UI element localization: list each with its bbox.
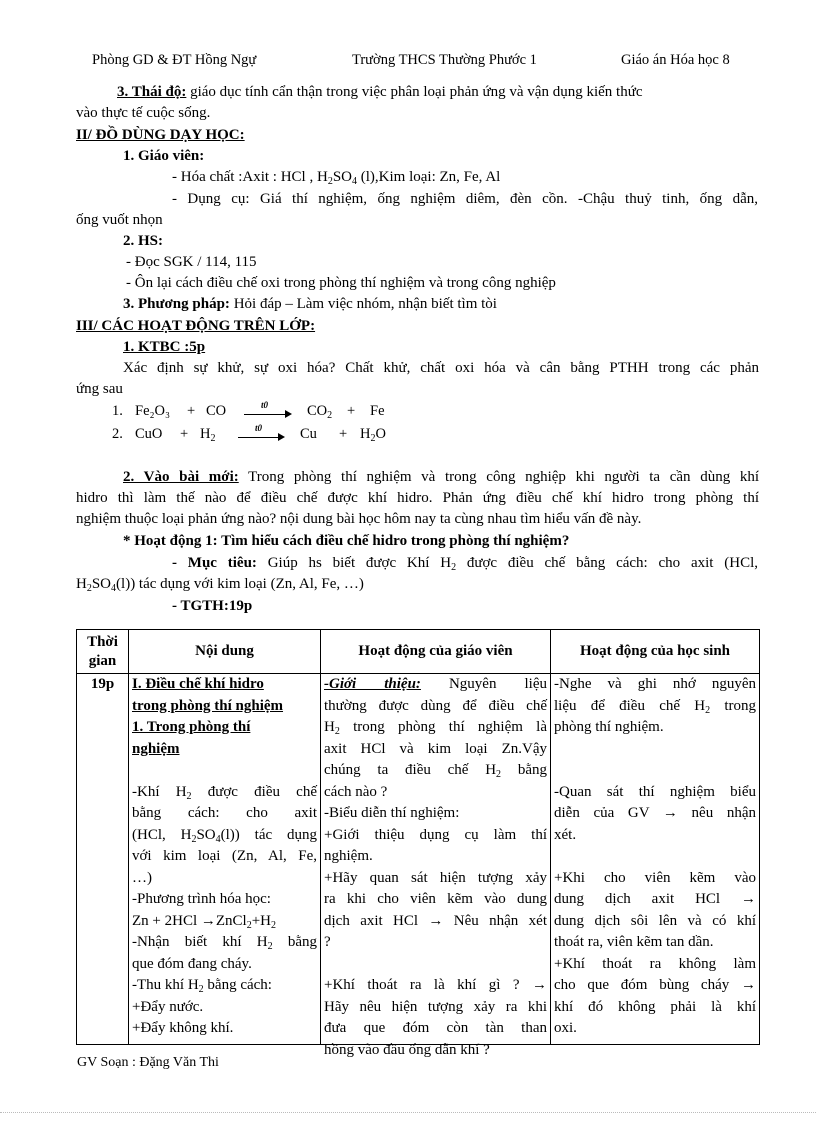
content-title-3: 1. Trong phòng thí [132, 719, 251, 735]
teacher-t3b: trong phòng thí nghiệm là [339, 719, 547, 735]
tools-line: - Dụng cụ: Giá thí nghiệm, ống nghiệm diêm, đèn cồn. -Chậu thuỷ tinh, ống dẫn, [172, 191, 758, 207]
page-divider [0, 1112, 816, 1113]
eq2-arrow-icon [238, 437, 283, 438]
row-time-text: 19p [90, 676, 115, 692]
header-school-office: Phòng GD & ĐT Hồng Ngự [92, 52, 257, 68]
row-student [551, 674, 760, 1045]
goal-text-1b: được điều chế bằng cách: cho axit (HCl, [456, 555, 759, 571]
student-s4: -Quan sát thí nghiệm biểu [554, 783, 756, 800]
teacher-t5a: chúng ta điều chế H [324, 762, 497, 778]
header-subject: Giáo án Hóa học 8 [621, 52, 730, 68]
content-p10: -Thu khí $H_2$ bằng cách: [132, 977, 272, 995]
eq1-product-2: Fe [370, 403, 385, 419]
eq2-reactant-2: $H_2$ [200, 426, 216, 444]
eq1-reactant-1: Fe₂O₃ [135, 403, 171, 419]
content-p7a: Zn + 2HCl →ZnCl [132, 912, 247, 929]
content-title-1: I. Điều chế khí hidro [132, 676, 264, 692]
content-p3a: (HCl, H [132, 826, 192, 843]
teacher-t5: chúng ta điều chế $H_2$ bằng [324, 762, 547, 780]
goal-text-1a: Giúp hs biết được Khí H [267, 555, 452, 571]
teacher-intro-label: -Giới thiệu: [324, 676, 421, 692]
student-s5: diễn của GV → nêu nhận [554, 805, 756, 821]
header-content: Nội dung [129, 630, 321, 674]
eq2-condition: t0 [255, 423, 263, 433]
teacher-t6: cách nào ? [324, 783, 388, 800]
intro-text-1: Trong phòng thí nghiệm và trong công nghiệp khi người ta cần dùng khí [248, 469, 760, 485]
student-s1: -Nghe và ghi nhớ nguyên [554, 676, 756, 692]
method-text: Hỏi đáp – Làm việc nhóm, nhận biết tìm tòi [233, 296, 497, 312]
content-p8a: -Nhận biết khí H [132, 934, 268, 950]
section3-title: III/ CÁC HOẠT ĐỘNG TRÊN LỚP: [76, 318, 316, 334]
student-s2b: trong [710, 697, 756, 714]
hs-heading: 2. HS: [123, 233, 164, 249]
chem-suffix: (l),Kim loại: Zn, Fe, Al [357, 169, 501, 185]
table-header-row [77, 630, 760, 674]
content-p3: (HCl, $H_2SO_4(l)$) tác dụng [132, 826, 317, 845]
header-school-name: Trường THCS Thường Phước 1 [352, 52, 537, 68]
section2-title: II/ ĐỒ DÙNG DẠY HỌC: [76, 127, 245, 143]
eq2-reactant-1: CuO [135, 426, 163, 442]
teacher-t3a: H [324, 719, 335, 735]
eq2-number: 2. [112, 426, 123, 442]
teacher-t3: $H_2$ trong phòng thí nghiệm là [324, 719, 547, 737]
chemicals-line: - Hóa chất :Axit : HCl , $H_2SO_4$ (l),Kim loại: Zn, Fe, Al [172, 169, 501, 187]
eq1-plus-1: + [187, 403, 196, 419]
eq2-product-2-o: O [375, 426, 386, 442]
student-s7: +Khi cho viên kẽm vào [554, 869, 756, 886]
eq1-number: 1. [112, 403, 123, 419]
student-s3: phòng thí nghiệm. [554, 719, 664, 735]
content-p3b: (l)) tác dụng [220, 826, 317, 843]
content-p10a: -Thu khí H [132, 977, 199, 993]
eq1-product-1: $CO_2$ [307, 403, 333, 421]
teacher-t4: axit HCl và kim loại Zn.Vậy [324, 740, 547, 757]
teacher-t15: Hãy nêu hiện tượng xảy ra khi [324, 998, 547, 1015]
student-s6: xét. [554, 826, 577, 843]
content-title-4: nghiệm [132, 740, 180, 757]
content-p5: …) [132, 869, 152, 886]
content-p7b: +H [251, 912, 272, 929]
student-s12: cho que đóm bùng cháy → [554, 977, 756, 993]
attitude-line [117, 82, 642, 103]
content-p12: +Đẩy không khí. [132, 1020, 234, 1036]
attitude-text: giáo dục tính cẩn thận trong việc phân loại phản ứng và vận dụng kiến thức [190, 84, 643, 100]
teacher-t12: dịch axit HCl → Nêu nhận xét [324, 912, 547, 929]
intro-line-3: nghiệm thuộc loại phản ứng nào? nội dung bài học hôm nay ta cùng nhau tìm hiểu vấn đề này. [76, 511, 642, 527]
hs-item-2: - Ôn lại cách điều chế oxi trong phòng thí nghiệm và trong công nghiệp [126, 275, 556, 291]
teacher-t11: ra khi cho viên kẽm vào dung [324, 891, 547, 907]
content-p7: $Zn + 2HCl \to ZnCl_2+H_2$ [132, 912, 277, 931]
chem-prefix: - Hóa chất :Axit : HCl , H [172, 169, 328, 185]
row-time [77, 674, 129, 1045]
intro-line-1 [123, 467, 759, 488]
tgth-line: - TGTH:19p [172, 598, 253, 614]
teacher-heading: 1. Giáo viên: [123, 148, 205, 164]
teacher-t17: hồng vào đầu ống dẫn khí ? [324, 1041, 490, 1058]
intro-line-2: hidro thì làm thế nào để điều chế được khí hidro. Phản ứng điều chế khí hidro trong phòng thí [76, 490, 759, 506]
question-line-2: ứng sau [76, 381, 123, 397]
goal-line-2: $H_2SO_4(l)$) tác dụng với kim loại (Zn, Al, Fe, …) [76, 576, 364, 594]
attitude-text-2: vào thực tế cuộc sống. [76, 105, 211, 121]
header-time: Thời gian [77, 630, 129, 674]
teacher-t10: +Hãy quan sát hiện tượng xảy [324, 869, 547, 886]
eq1-product-1-text: CO [307, 403, 328, 419]
content-p2: bằng cách: cho axit [132, 805, 317, 821]
method-label: 3. Phương pháp: [123, 296, 230, 312]
teacher-t5b: bằng [501, 762, 547, 778]
teacher-t2: thường được dùng để điều chế [324, 697, 547, 714]
content-p11: +Đẩy nước. [132, 998, 204, 1015]
ktbc-heading: 1. KTBC :5p [123, 339, 206, 355]
student-s14: oxi. [554, 1020, 577, 1036]
tools-line-2: ống vuốt nhọn [76, 212, 163, 228]
goal-text-2a: H [76, 576, 87, 592]
goal-text-2b: (l)) tác dụng với kim loại (Zn, Al, Fe, …) [116, 576, 364, 592]
content-p9: que đóm đang cháy. [132, 955, 252, 972]
eq2-plus-2: + [339, 426, 348, 442]
content-p8: -Nhận biết khí $H_2$ bằng [132, 934, 317, 952]
content-p1b: được điều chế [191, 783, 317, 800]
question-line-1: Xác định sự khử, sự oxi hóa? Chất khử, chất oxi hóa và cân bằng PTHH trong các phản [123, 360, 759, 376]
student-s2a: liệu để điều chế H [554, 697, 706, 714]
teacher-t9: nghiệm. [324, 848, 373, 864]
method-line [123, 294, 497, 315]
content-p8b: bằng [272, 934, 317, 950]
goal-label: - Mục tiêu: [172, 555, 257, 571]
row-content [129, 674, 321, 1045]
teacher-t7: -Biểu diễn thí nghiệm: [324, 805, 460, 821]
eq1-arrow-icon [244, 414, 290, 415]
student-s11: +Khí thoát ra không làm [554, 955, 756, 972]
student-s9: dung dịch sôi lên và có khí [554, 912, 756, 929]
teacher-t1-text: Nguyên liệu [420, 676, 548, 692]
teacher-t1 [324, 674, 547, 696]
content-p1a: -Khí H [132, 783, 187, 800]
footer-author: GV Soạn : Đặng Văn Thi [77, 1055, 219, 1070]
goal-line-1: - Mục tiêu: Giúp hs biết được Khí $H_2$ được điều chế bằng cách: cho axit (HCl, [172, 555, 759, 573]
header-student: Hoạt động của học sinh [551, 630, 760, 674]
content-title-2: trong phòng thí nghiệm [132, 697, 284, 714]
teacher-t16: đưa que đóm còn tàn than [324, 1020, 547, 1036]
content-p10b: bằng cách: [203, 977, 272, 993]
intro-label: 2. Vào bài mới: [123, 469, 239, 485]
student-s10: thoát ra, viên kẽm tan dần. [554, 934, 714, 950]
header-teacher: Hoạt động của giáo viên [321, 630, 551, 674]
eq2-product-2-h: H [360, 426, 371, 442]
eq1-condition: t0 [261, 400, 269, 410]
eq2-reactant-2-text: H [200, 426, 211, 442]
eq1-plus-2: + [347, 403, 356, 419]
student-s8: dung dịch axit HCl → [554, 891, 756, 907]
teacher-t14: +Khí thoát ra là khí gì ? → [324, 977, 547, 993]
content-p1: -Khí $H_2$ được điều chế [132, 783, 317, 802]
activity-1-heading: * Hoạt động 1: Tìm hiểu cách điều chế hidro trong phòng thí nghiệm? [123, 533, 570, 549]
lesson-table [76, 629, 760, 1058]
content-p6: -Phương trình hóa học: [132, 891, 271, 907]
eq1-reactant-2: CO [206, 403, 227, 419]
row-teacher [321, 674, 551, 1058]
content-p4: với kim loại (Zn, Al, Fe, [132, 848, 317, 864]
eq2-plus-1: + [180, 426, 189, 442]
teacher-t13: ? [324, 934, 331, 950]
eq2-product-2: $H_2O$ [360, 426, 386, 444]
table-row [77, 674, 760, 1045]
eq2-product-1: Cu [300, 426, 317, 442]
attitude-label: 3. Thái độ: [117, 84, 187, 100]
student-s2: liệu để điều chế $H_2$ trong [554, 697, 756, 716]
hs-item-1: - Đọc SGK / 114, 115 [126, 254, 257, 270]
teacher-t8: +Giới thiệu dụng cụ làm thí [324, 826, 547, 843]
student-s13: khí đó không phải là khí [554, 998, 756, 1015]
